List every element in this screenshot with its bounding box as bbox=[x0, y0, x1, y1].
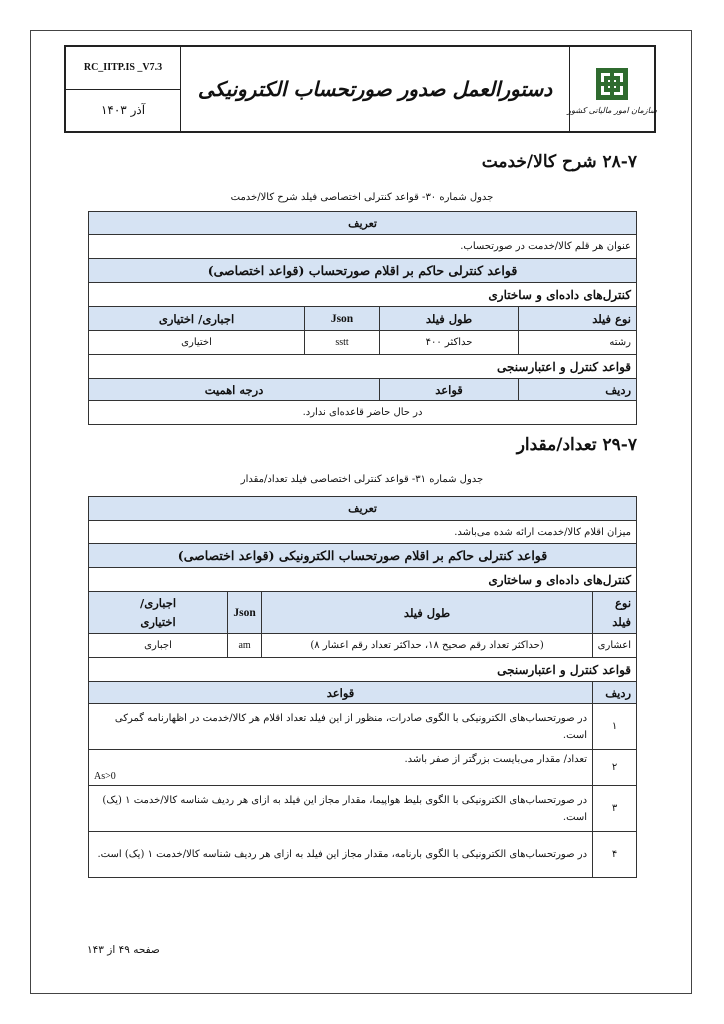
definition-text: عنوان هر قلم کالا/خدمت در صورتحساب. bbox=[89, 235, 637, 259]
cell-field-type: رشته bbox=[519, 331, 637, 355]
page-number: صفحه ۴۹ از ۱۴۳ bbox=[87, 944, 160, 956]
cell-json: am bbox=[228, 634, 262, 658]
org-name: سازمان امور مالیاتی کشور bbox=[567, 105, 657, 115]
rule-text: تعداد/ مقدار می‌بایست بزرگتر از صفر باشد. bbox=[404, 753, 588, 765]
rule-num: ۱ bbox=[593, 704, 637, 750]
cell-field-type: اعشاری bbox=[593, 634, 637, 658]
org-logo-block bbox=[567, 47, 657, 131]
data-controls-title: کنترل‌های داده‌ای و ساختاری bbox=[89, 283, 637, 307]
col-field-length: طول فیلد bbox=[262, 592, 593, 634]
table-row bbox=[89, 704, 637, 750]
table-31 bbox=[88, 496, 637, 878]
document-header bbox=[64, 45, 656, 133]
rule-formula: As>0 bbox=[94, 770, 116, 782]
validation-title: قواعد کنترل و اعتبارسنجی bbox=[89, 355, 637, 379]
col-priority: درجه اهمیت bbox=[89, 379, 380, 401]
table-31-caption: جدول شماره ۳۱- قواعد کنترلی اختصاصی فیلد تعداد/مقدار bbox=[240, 474, 484, 485]
table-row bbox=[89, 786, 637, 832]
doc-code: RC_IITP.IS _V7.3 bbox=[66, 47, 180, 90]
doc-title: دستورالعمل صدور صورتحساب الکترونیکی bbox=[197, 77, 553, 101]
tax-org-logo-icon bbox=[592, 64, 632, 104]
cell-mandatory: اجباری bbox=[89, 634, 228, 658]
col-rules: قواعد bbox=[89, 682, 593, 704]
rule-cell bbox=[89, 750, 593, 786]
col-json: Json bbox=[305, 307, 380, 331]
cell-field-length: (حداکثر تعداد رقم صحیح ۱۸، حداکثر تعداد رقم اعشار ۸) bbox=[262, 634, 593, 658]
col-field-type: نوع فیلد bbox=[519, 307, 637, 331]
header-meta bbox=[66, 47, 181, 131]
cell-field-length: حداکثر ۴۰۰ bbox=[380, 331, 519, 355]
cell-json: sstt bbox=[305, 331, 380, 355]
section-29-title: ۲۹-۷ تعداد/مقدار bbox=[516, 435, 637, 455]
table-row bbox=[89, 832, 637, 878]
col-mandatory-line1: اجباری/ bbox=[140, 595, 177, 610]
doc-date: آذر ۱۴۰۳ bbox=[100, 103, 146, 118]
col-row: ردیف bbox=[593, 682, 637, 704]
data-controls-title: کنترل‌های داده‌ای و ساختاری bbox=[89, 568, 637, 592]
table-30-caption: جدول شماره ۳۰- قواعد کنترلی اختصاصی فیلد شرح کالا/خدمت bbox=[230, 192, 494, 203]
col-field-type bbox=[593, 592, 637, 634]
col-rules: قواعد bbox=[380, 379, 519, 401]
definition-header: تعریف bbox=[89, 212, 637, 235]
rule-num: ۴ bbox=[593, 832, 637, 878]
definition-text: میزان اقلام کالا/خدمت ارائه شده می‌باشد. bbox=[89, 521, 637, 544]
col-json: Json bbox=[228, 592, 262, 634]
rule-num: ۳ bbox=[593, 786, 637, 832]
rule-text: در صورتحساب‌های الکترونیکی با الگوی صادرات، منظور از این فیلد تعداد اقلام هر کالا/خدمت در اظهارنامه گمرکی است. bbox=[89, 704, 593, 750]
validation-title: قواعد کنترل و اعتبارسنجی bbox=[89, 658, 637, 682]
cell-mandatory: اختیاری bbox=[89, 331, 305, 355]
rules-header: قواعد کنترلی حاکم بر اقلام صورتحساب الکترونیکی (قواعد اختصاصی) bbox=[89, 544, 637, 568]
rule-text: در صورتحساب‌های الکترونیکی با الگوی بارنامه، مقدار مجاز این فیلد به ازای هر ردیف شناسه کالا/خدمت ۱ (یک) است. bbox=[89, 832, 593, 878]
col-field-length: طول فیلد bbox=[380, 307, 519, 331]
rule-num: ۲ bbox=[593, 750, 637, 786]
col-mandatory-line2: اختیاری bbox=[140, 614, 176, 629]
col-field-type-line1: نوع bbox=[615, 595, 632, 610]
col-row: ردیف bbox=[519, 379, 637, 401]
table-30 bbox=[88, 211, 637, 425]
rule-text: در صورتحساب‌های الکترونیکی با الگوی بلیط هواپیما، مقدار مجاز این فیلد به ازای هر ردیف شناسه کالا/خدمت ۱ (یک) است. bbox=[89, 786, 593, 832]
no-rules-text: در حال حاضر قاعده‌ای ندارد. bbox=[89, 401, 637, 425]
section-28-title: ۲۸-۷ شرح کالا/خدمت bbox=[481, 152, 637, 172]
rules-header: قواعد کنترلی حاکم بر اقلام صورتحساب (قواعد اختصاصی) bbox=[89, 259, 637, 283]
table-row bbox=[89, 750, 637, 786]
col-mandatory: اجباری/ اختیاری bbox=[89, 307, 305, 331]
col-mandatory bbox=[89, 592, 228, 634]
definition-header: تعریف bbox=[89, 497, 637, 521]
col-field-type-line2: فیلد bbox=[612, 614, 632, 629]
